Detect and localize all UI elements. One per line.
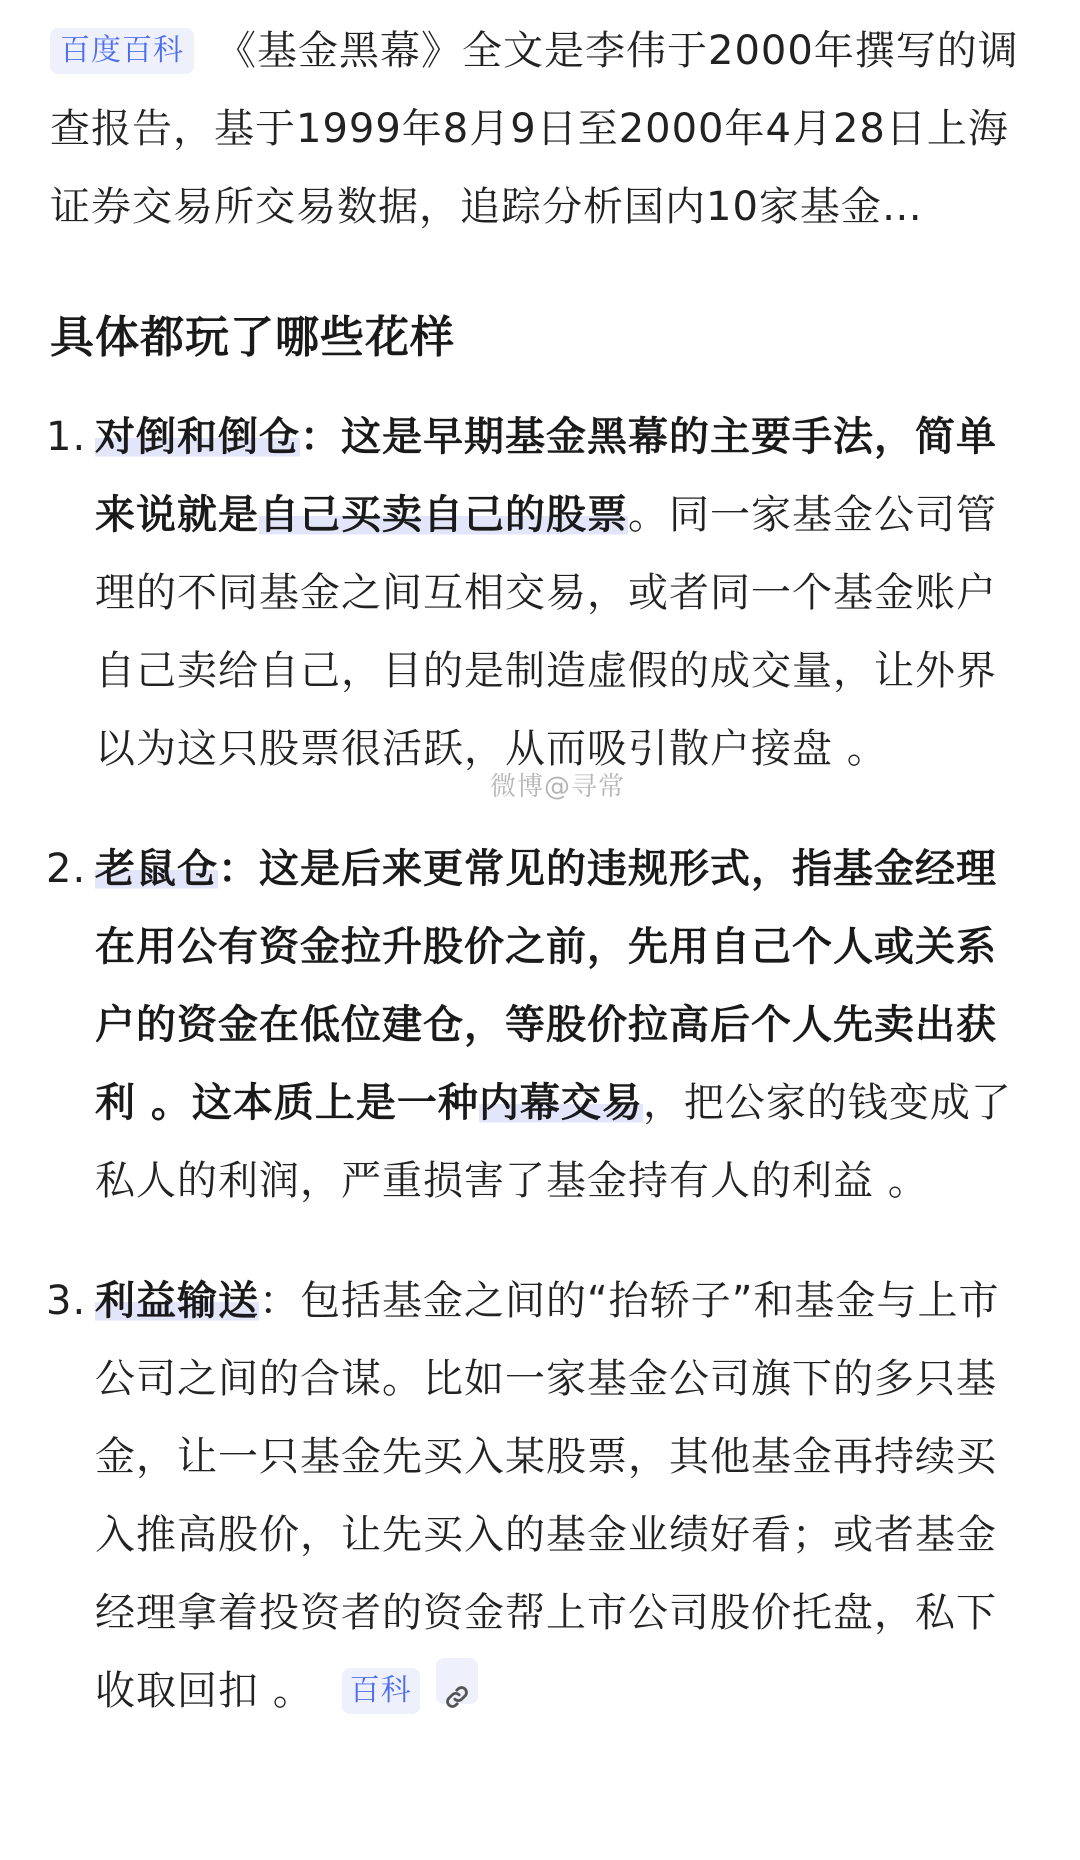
list-number: 1. [46, 414, 87, 460]
highlight-text: 内幕交易 [478, 1080, 643, 1126]
section-title: 具体都玩了哪些花样 [50, 312, 455, 363]
reference-tag-baike[interactable]: 百科 [342, 1668, 420, 1714]
points-list [46, 398, 1030, 1730]
term-label: 老鼠仓 [95, 846, 218, 892]
summary-paragraph [50, 12, 1030, 246]
body-text: 。同一家基金公司管理的不同基金之间互相交易，或者同一个基金账户自己卖给自己，目的是制造虚假的成交量，让外界以为这只股票很活跃，从而吸引散户接盘 。 [95, 492, 997, 772]
body-text: 包括基金之间的“抬轿子”和基金与上市公司之间的合谋。比如一家基金公司旗下的多只基金，让一只基金先买入某股票，其他基金再持续买入推高股价，让先买入的基金业绩好看；或者基金经理拿着投资者的资金帮上市公司股价托盘，私下收取回扣 。 [95, 1278, 1000, 1714]
watermark: 微博@寻常 [490, 772, 626, 802]
list-number: 2. [46, 846, 87, 892]
summary-text: 《基金黑幕》全文是李伟于2000年撰写的调查报告，基于1999年8月9日至2000年4月28日上海证券交易所交易数据，追踪分析国内10家基金… [50, 28, 1019, 230]
term-colon: ： [218, 846, 259, 892]
link-icon[interactable] [436, 1658, 478, 1704]
list-item [46, 398, 1030, 788]
highlight-text: 自己买卖自己的股票 [259, 492, 628, 538]
body-text: ，把公家的钱变成了私人的利润，严重损害了基金持有人的利益 。 [95, 1080, 1012, 1204]
term-label: 对倒和倒仓 [95, 414, 300, 460]
bold-text: 这是早期基金黑幕的主要手法，简单来说就是 [95, 414, 997, 538]
term-colon: ： [300, 414, 341, 460]
source-tag-baike[interactable]: 百度百科 [50, 28, 194, 74]
term-colon: ： [259, 1278, 300, 1324]
bold-text: 这是后来更常见的违规形式，指基金经理在用公有资金拉升股价之前，先用自己个人或关系户的资金在低位建仓，等股价拉高后个人先卖出获利 。这本质上是一种 [95, 846, 997, 1126]
list-item [46, 830, 1030, 1220]
list-number: 3. [46, 1278, 87, 1324]
term-label: 利益输送 [95, 1278, 259, 1324]
list-item [46, 1262, 1030, 1730]
